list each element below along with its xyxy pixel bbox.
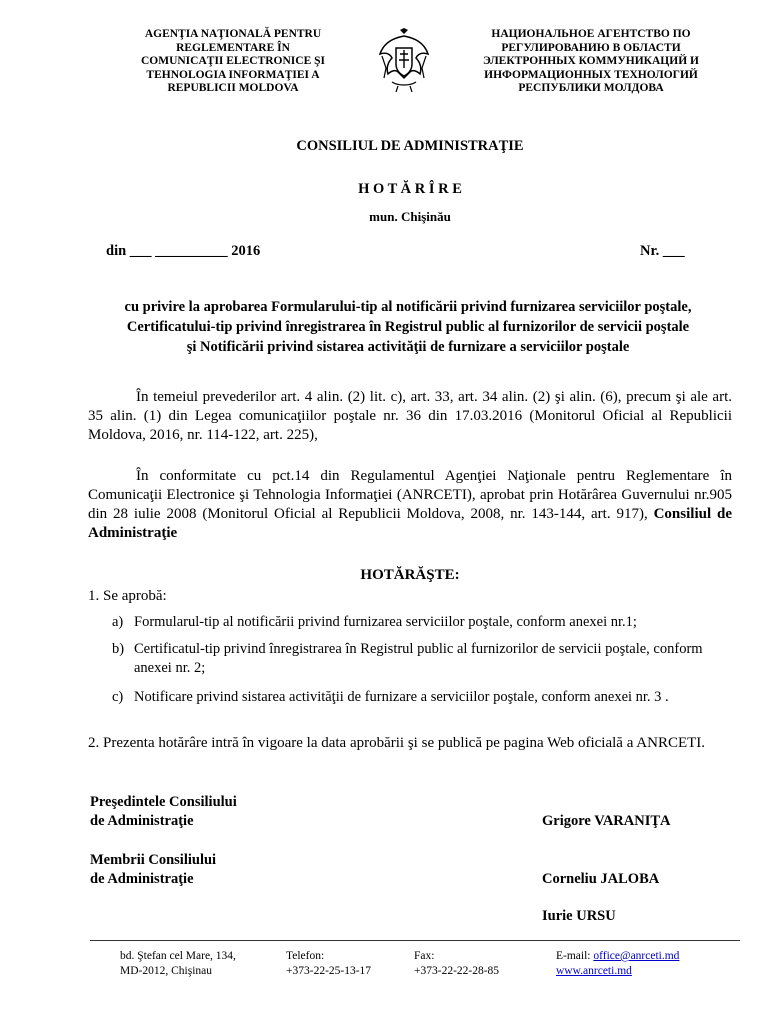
header-left [108, 28, 358, 96]
header-right-line: РЕСПУБЛИКИ МОЛДОВА [518, 82, 664, 94]
subject-line: şi Notificării privind sistarea activităţii de furnizare a serviciilor poştale [186, 339, 630, 355]
footer-fax-label: Fax: [414, 950, 435, 962]
footer-fax [414, 949, 499, 979]
footer-web-row [556, 964, 679, 979]
footer-address-line: MD-2012, Chişinau [120, 965, 212, 977]
council-bold: Consiliul de Administraţie [88, 506, 732, 541]
list-text: Formularul-tip al notificării privind furnizarea serviciilor poştale, conform anexei nr.1; [134, 614, 637, 630]
item-1-intro: 1. Se aprobă: [88, 588, 167, 604]
subject-line: Certificatului-tip privind înregistrarea în Registrul public al furnizorilor de servicii poştale [126, 319, 690, 335]
footer-fax-number: +373-22-22-28-85 [414, 965, 500, 977]
president-title [90, 793, 237, 831]
header-right-line: ЭЛЕКТРОННЫХ КОММУНИКАЦИЙ И [483, 55, 699, 67]
header-left-line: REGLEMENTARE ÎN [176, 41, 290, 54]
header-right [460, 28, 722, 96]
members-title-line: de Administraţie [90, 871, 194, 887]
coat-of-arms-icon [378, 28, 430, 94]
list-item [112, 688, 730, 707]
website-link[interactable]: www.anrceti.md [556, 965, 632, 977]
number-line: Nr. ___ [640, 243, 685, 259]
council-title: CONSILIUL DE ADMINISTRAŢIE [296, 138, 524, 154]
header-left-line: COMUNICAŢII ELECTRONICE ŞI [140, 55, 326, 67]
footer-phone-label: Telefon: [286, 950, 325, 962]
president-title-line: Preşedintele Consiliului [90, 794, 237, 810]
footer-phone [286, 949, 371, 979]
paragraph-legal-basis [88, 388, 732, 445]
date-line: din ___ __________ 2016 [106, 243, 261, 259]
subject-line: cu privire la aprobarea Formularului-tip al notificării privind furnizarea serviciilor poştale, [124, 299, 692, 315]
document-type: H O T Ă R Î R E [358, 181, 462, 197]
members-title-line: Membrii Consiliului [90, 852, 217, 868]
header-left-line: TEHNOLOGIA INFORMAŢIEI A [146, 68, 320, 81]
email-link[interactable]: office@anrceti.md [593, 950, 680, 962]
paragraph-text: În temeiul prevederilor art. 4 alin. (2) lit. c), art. 33, art. 34 alin. (2) şi alin. (6), precum şi ale art. 35 alin. (1) din Legea comunicaţiilor poştale nr. 36 din 17.03.2016 (Monitorul Oficial al Republicii Moldova, 2016, nr. 114-122, art. 225), [88, 389, 732, 443]
list-text: Notificare privind sistarea activităţii de furnizare a serviciilor poştale, conform anexei nr. 3 . [134, 689, 669, 705]
decides-heading: HOTĂRĂŞTE: [360, 567, 460, 583]
footer-email-label: E-mail: [556, 950, 594, 962]
list-item [112, 613, 730, 632]
header-right-line: ИНФОРМАЦИОННЫХ ТЕХНОЛОГИЙ [484, 68, 698, 81]
header-right-line: НАЦИОНАЛЬНОЕ АГЕНТСТВО ПО [491, 28, 691, 40]
list-label: b) [112, 641, 125, 657]
header-left-line: AGENŢIA NAŢIONALĂ PENTRU [144, 28, 322, 40]
member-name: Corneliu JALOBA [542, 871, 660, 887]
list-text: Certificatul-tip privind înregistrarea în Registrul public al furnizorilor de servicii poştale, conform anexei nr. 2; [134, 641, 703, 676]
item-2: 2. Prezenta hotărâre intră în vigoare la data aprobării şi se publică pe pagina Web oficială a ANRCETI. [88, 735, 706, 751]
footer-divider [90, 940, 740, 941]
paragraph-text: În conformitate cu pct.14 din Regulamentul Agenţiei Naţionale pentru Reglementare în Comunicaţii Electronice şi Tehnologia Informaţiei (ANRCETI), aprobat prin Hotărârea Guvernului nr.905 din 28 iulie 2008 (Monitorul Oficial al Republicii Moldova, 2008, nr. 143-144, art. 917), [88, 468, 732, 522]
members-title [90, 851, 216, 889]
paragraph-regulation [88, 467, 732, 543]
member-name: Iurie URSU [542, 908, 616, 924]
header-right-line: РЕГУЛИРОВАНИЮ В ОБЛАСТИ [501, 41, 681, 54]
footer-address-line: bd. Ştefan cel Mare, 134, [120, 950, 236, 962]
president-name: Grigore VARANIŢA [542, 813, 671, 829]
president-title-line: de Administraţie [90, 813, 194, 829]
list-item [112, 640, 730, 678]
subject [82, 297, 734, 357]
footer-phone-number: +373-22-25-13-17 [286, 965, 372, 977]
footer-contact [556, 949, 679, 979]
header-left-line: REPUBLICII MOLDOVA [167, 82, 299, 94]
list-label: c) [112, 689, 124, 705]
location: mun. Chişinău [369, 209, 451, 224]
footer-email-row [556, 949, 679, 964]
list-label: a) [112, 614, 124, 630]
footer-address [120, 949, 236, 979]
